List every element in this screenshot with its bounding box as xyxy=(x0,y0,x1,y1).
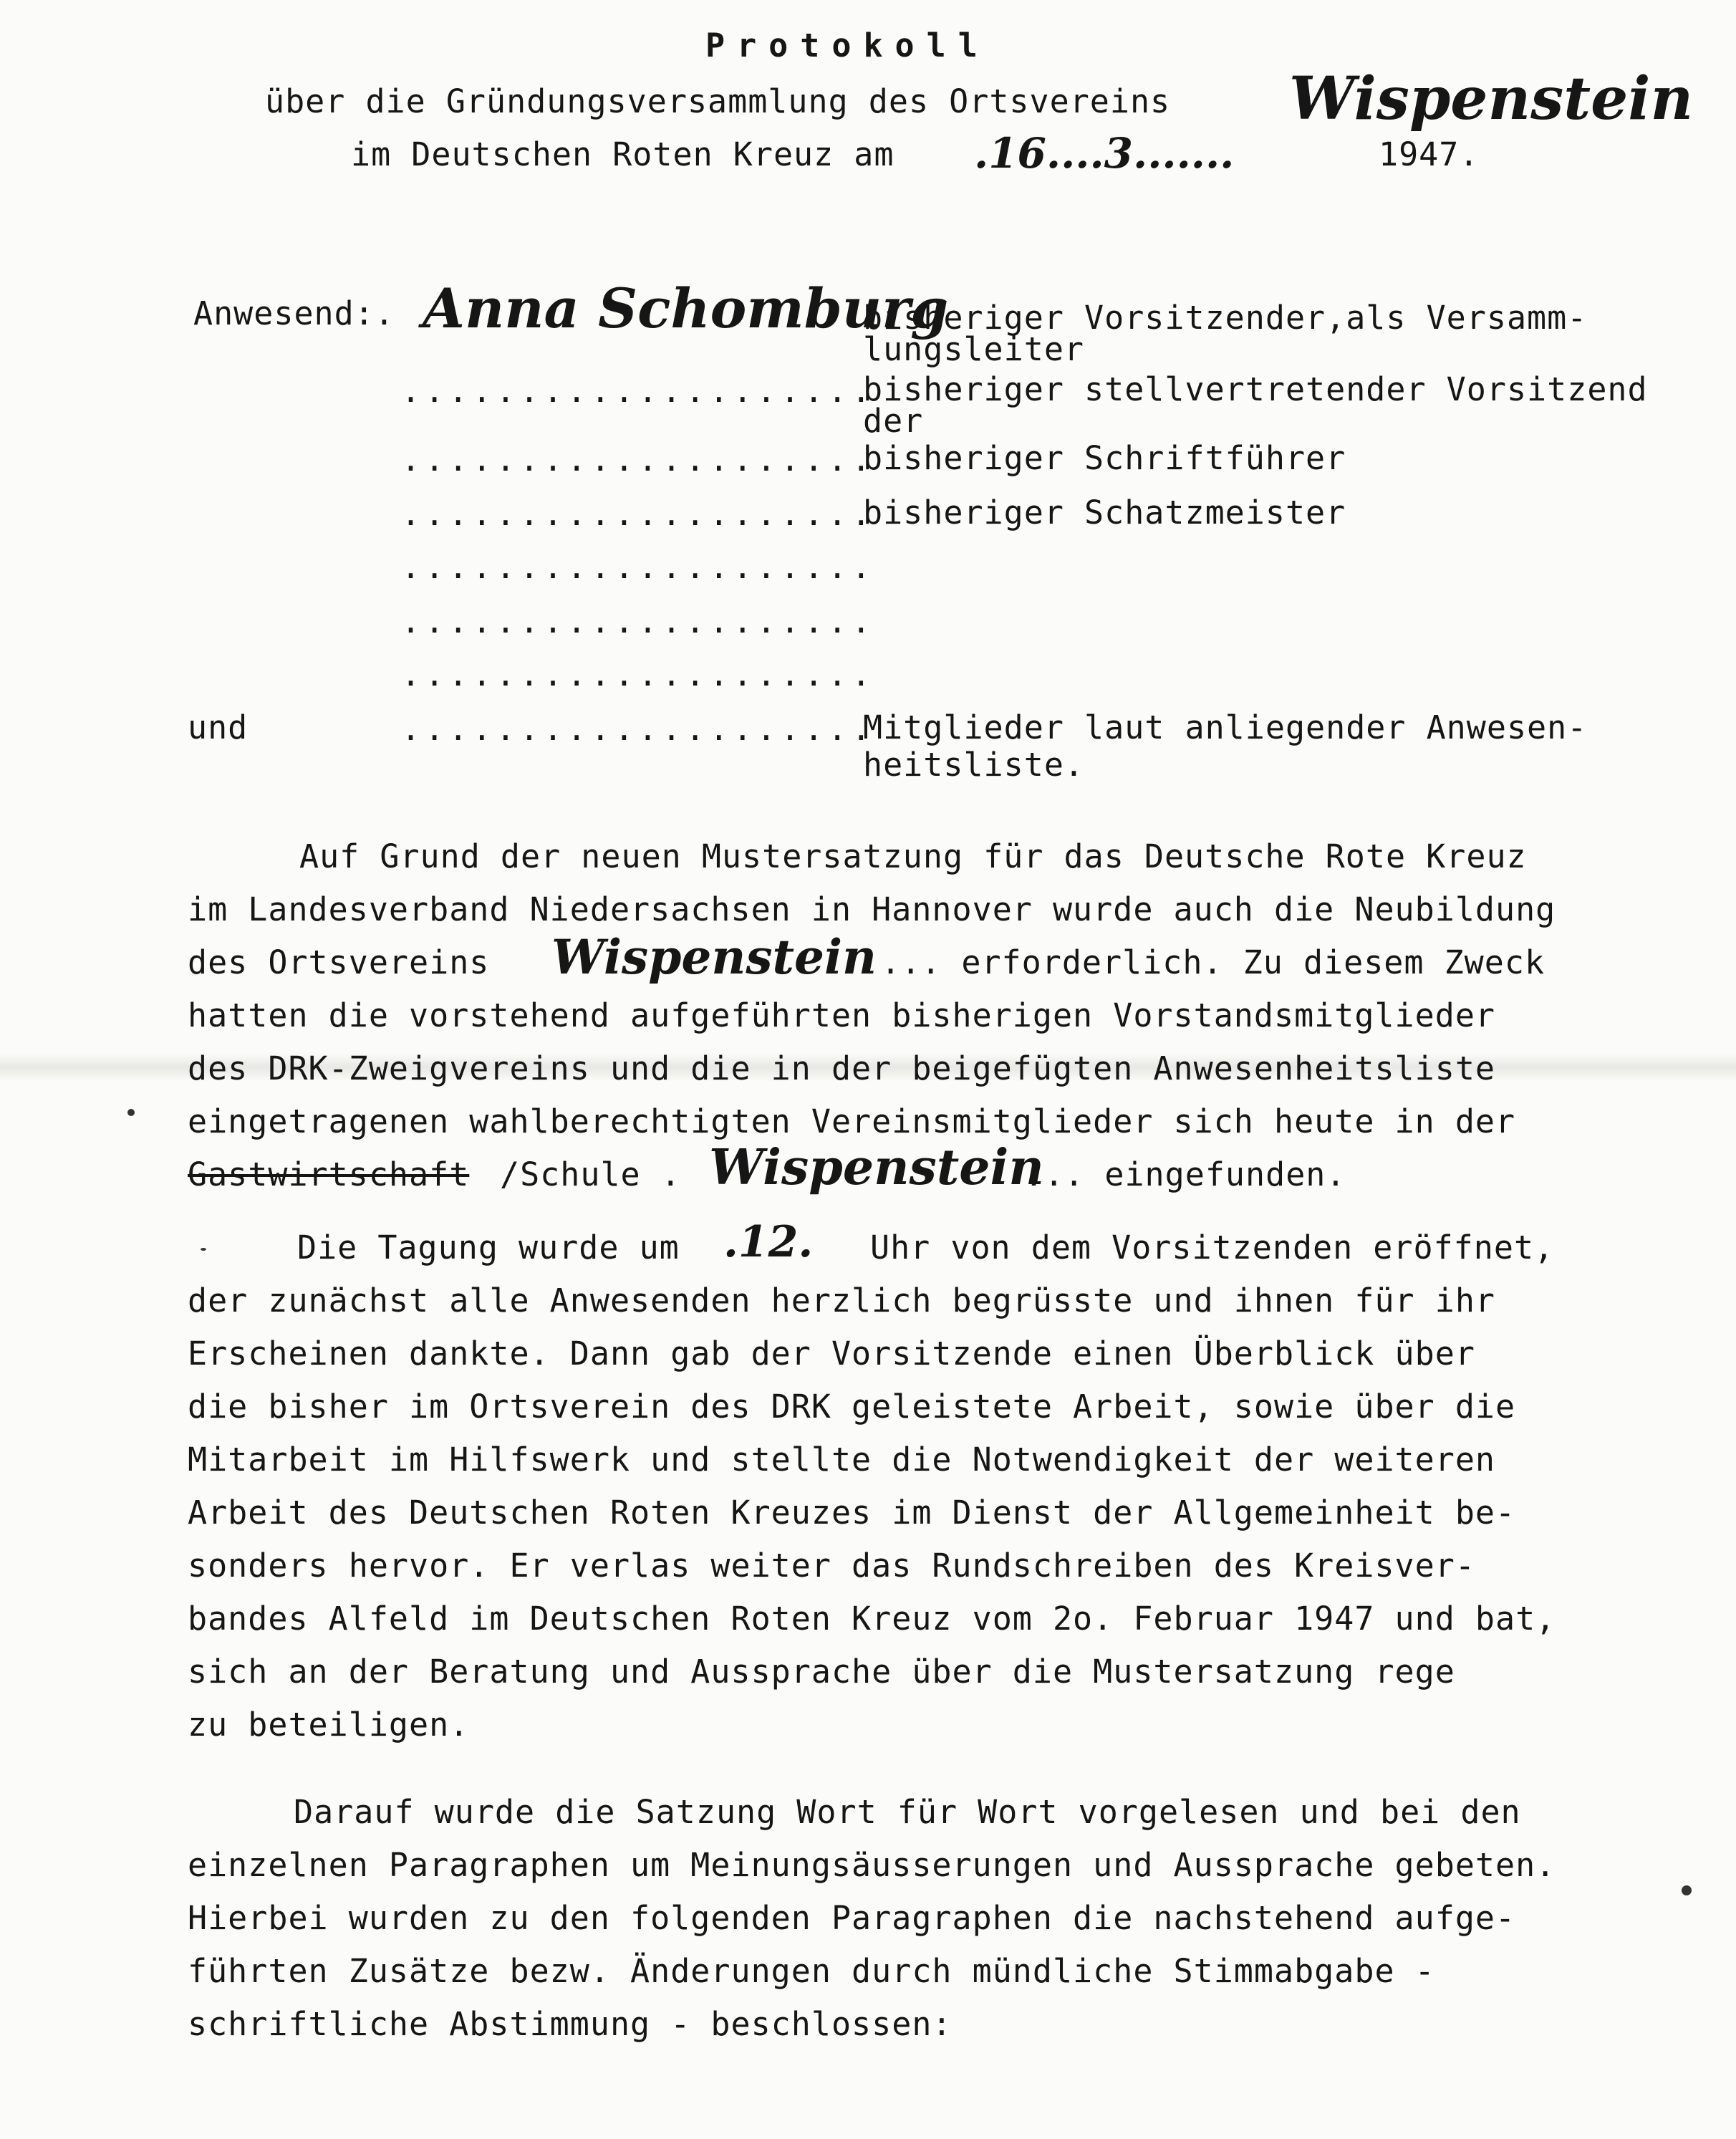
paragraph-2-line: zu beteiligen. xyxy=(188,1706,470,1744)
dotted-name-line: .................... xyxy=(401,495,875,533)
paragraph-2-line: Uhr von dem Vorsitzenden eröffnet, xyxy=(870,1229,1555,1266)
paragraph-1-line: hatten die vorstehend aufgeführten bisherigen Vorstandsmitglieder xyxy=(188,996,1495,1034)
paragraph-2-line: der zunächst alle Anwesenden herzlich begrüsste und ihnen für ihr xyxy=(188,1282,1495,1320)
role-treasurer: bisheriger Schatzmeister xyxy=(863,494,1346,532)
paragraph-1-line: des Ortsvereins xyxy=(188,943,490,981)
paragraph-1-line: eingetragenen wahlberechtigten Vereinsmitglieder sich heute in der xyxy=(188,1102,1516,1140)
document-title: Protokoll xyxy=(705,27,990,64)
paragraph-2-line: Arbeit des Deutschen Roten Kreuzes im Dienst der Allgemeinheit be- xyxy=(188,1494,1516,1532)
header-line-2: über die Gründungsversammlung des Ortsvereins xyxy=(265,82,1171,120)
members-line-2: heitsliste. xyxy=(863,746,1085,784)
paragraph-2-line: Die Tagung wurde um xyxy=(297,1229,680,1266)
role-secretary: bisheriger Schriftführer xyxy=(863,439,1346,477)
handwritten-place-name: Wispenstein xyxy=(709,1139,1044,1196)
paragraph-3-line: Hierbei wurden zu den folgenden Paragraphen die nachstehend aufge- xyxy=(188,1899,1516,1937)
paragraph-1-line: Auf Grund der neuen Mustersatzung für das Deutsche Rote Kreuz xyxy=(299,837,1527,875)
dotted-name-line: .................... xyxy=(401,655,875,693)
dotted-name-line: .................... xyxy=(401,710,875,748)
paragraph-3-line: führten Zusätze bezw. Änderungen durch mündliche Stimmabgabe - xyxy=(188,1952,1435,1990)
header-year: 1947. xyxy=(1379,135,1480,173)
und-label: und xyxy=(188,708,249,746)
paragraph-3-line: einzelnen Paragraphen um Meinungsäusserungen und Aussprache gebeten. xyxy=(188,1846,1556,1884)
handwritten-time: .12. xyxy=(723,1217,814,1267)
role-chair-cont: lungsleiter xyxy=(863,330,1085,368)
handwritten-date: .16....3....... xyxy=(974,129,1235,178)
members-line-1: Mitglieder laut anliegender Anwesen- xyxy=(863,708,1588,746)
role-chair: bisheriger Vorsitzender,als Versamm- xyxy=(863,299,1588,337)
attendance-label: Anwesend:. xyxy=(193,294,395,332)
handwritten-place-name: Wispenstein xyxy=(1289,64,1694,133)
dotted-name-line: .................... xyxy=(401,441,875,479)
paragraph-1-line: ... erforderlich. Zu diesem Zweck xyxy=(881,943,1545,981)
role-vice-chair-cont: der xyxy=(863,402,924,440)
paragraph-2-line: Mitarbeit im Hilfswerk und stellte die Notwendigkeit der weiteren xyxy=(188,1441,1495,1479)
dotted-name-line: .................... xyxy=(401,602,875,640)
header-line-3: im Deutschen Roten Kreuz am xyxy=(351,135,894,173)
role-vice-chair: bisheriger stellvertretender Vorsitzend xyxy=(863,370,1648,408)
paragraph-3-line: Darauf wurde die Satzung Wort für Wort vorgelesen und bei den xyxy=(294,1793,1521,1831)
scan-speck xyxy=(201,1248,206,1251)
paragraph-1-line: im Landesverband Niedersachsen in Hannover wurde auch die Neubildung xyxy=(188,890,1556,928)
paragraph-2-line: Erscheinen dankte. Dann gab der Vorsitzende einen Überblick über xyxy=(188,1335,1475,1373)
handwritten-place-name: Wispenstein xyxy=(551,929,877,985)
scan-speck xyxy=(1682,1885,1692,1895)
dotted-name-line: .................... xyxy=(401,548,875,586)
handwritten-signer-name: Anna Schomburg xyxy=(423,277,949,340)
paragraph-2-line: sich an der Beratung und Aussprache über die Mustersatzung rege xyxy=(188,1653,1455,1691)
paragraph-2-line: bandes Alfeld im Deutschen Roten Kreuz vom 2o. Februar 1947 und bat, xyxy=(188,1600,1556,1638)
struck-word: Gastwirtschaft xyxy=(188,1155,470,1193)
paragraph-2-line: die bisher im Ortsverein des DRK geleistete Arbeit, sowie über die xyxy=(188,1388,1516,1426)
paragraph-1-line: ... eingefunden. xyxy=(1024,1155,1346,1193)
scan-speck xyxy=(127,1109,135,1116)
dotted-name-line: .................... xyxy=(401,372,875,410)
paragraph-3-line: schriftliche Abstimmung - beschlossen: xyxy=(188,2005,953,2043)
paragraph-1-line: des DRK-Zweigvereins und die in der beigefügten Anwesenheitsliste xyxy=(188,1049,1495,1087)
paragraph-2-line: sonders hervor. Er verlas weiter das Rundschreiben des Kreisver- xyxy=(188,1547,1475,1585)
paragraph-1-line: /Schule . xyxy=(500,1155,681,1193)
